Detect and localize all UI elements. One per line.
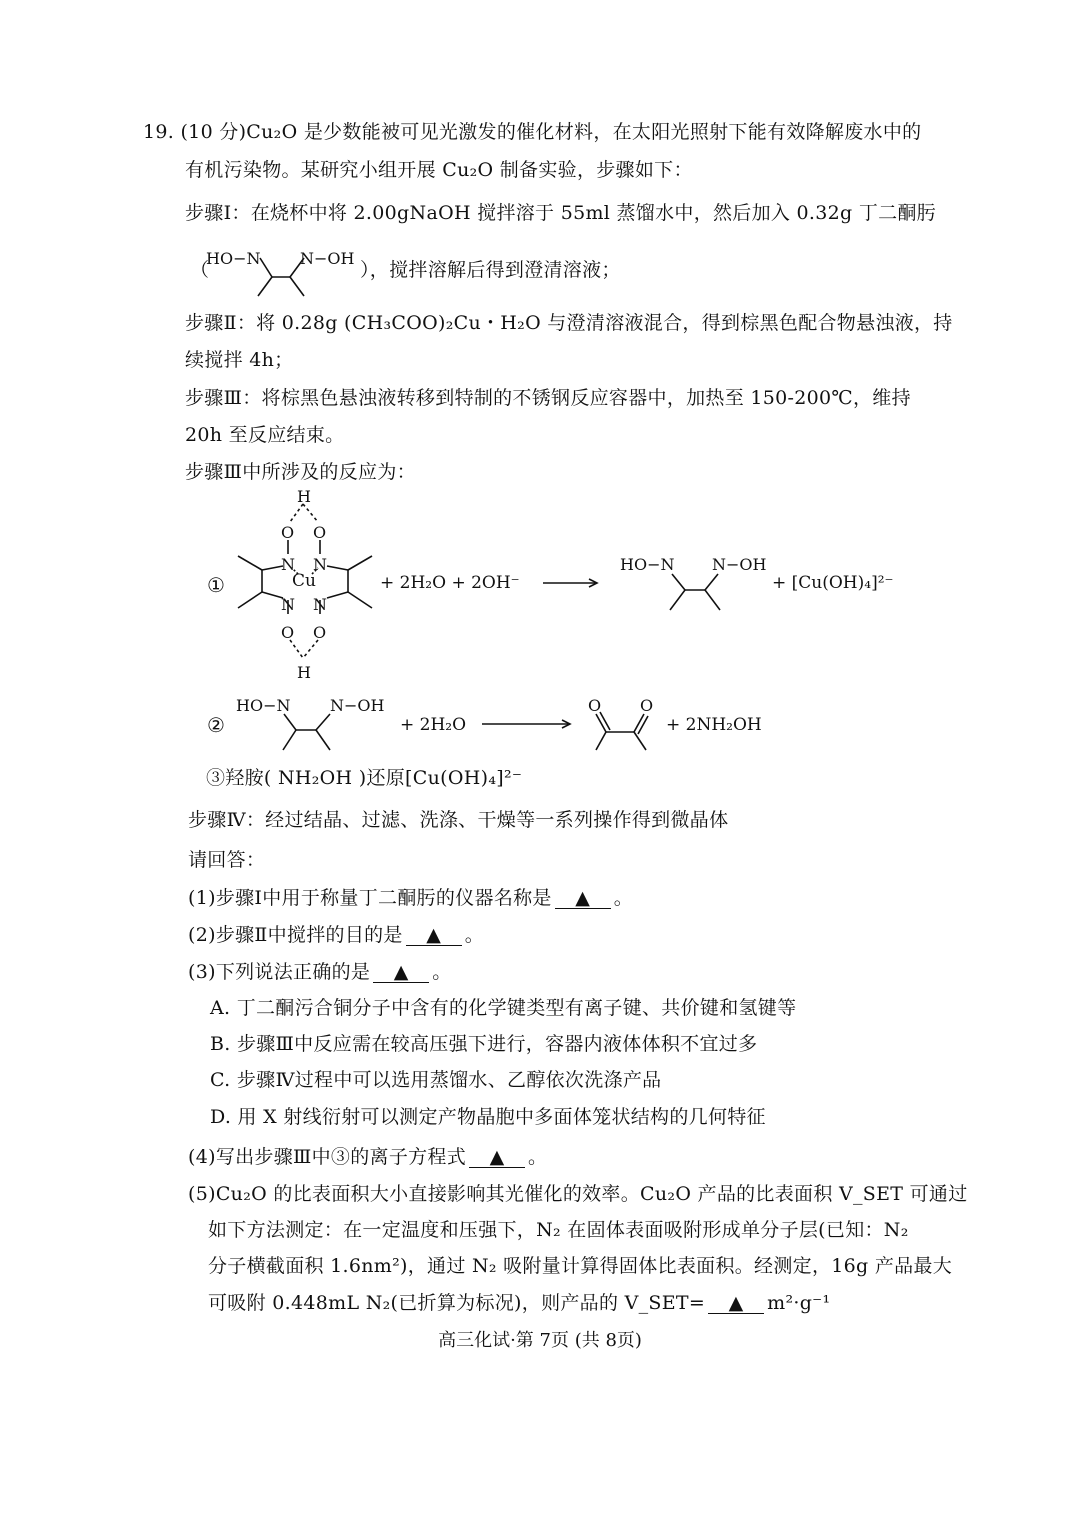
dione-co-right [634, 714, 644, 732]
q2-text: (2)步骤Ⅱ中搅拌的目的是 [188, 924, 403, 946]
reaction1-number: ① [207, 573, 225, 597]
q5-line3: 分子横截面积 1.6nm²)，通过 N₂ 吸附量计算得固体比表面积。经测定，16g 产品最大 [208, 1255, 953, 1277]
dmg3-label-left: HO−N [236, 696, 291, 715]
hbond-bottom-right [303, 640, 318, 658]
hbond-top-left [290, 504, 303, 522]
reaction1-product2: + [Cu(OH)₄]²⁻ [772, 573, 894, 593]
atom-o-br: O [313, 623, 327, 642]
q1-text: (1)步骤Ⅰ中用于称量丁二酮肟的仪器名称是 [188, 887, 552, 909]
ring-left-top [262, 566, 283, 570]
atom-n-br: N [313, 595, 327, 614]
dmg3-methyl-right [316, 730, 330, 750]
dmg3-methyl-left [283, 730, 296, 750]
reaction2-number: ② [207, 713, 225, 737]
blank-triangle: ▲ [393, 961, 409, 983]
dmg3-bond-a [284, 714, 296, 730]
dione-co-left [596, 714, 606, 732]
q2-end: 。 [464, 924, 485, 946]
reaction2-product2: + 2NH₂OH [666, 715, 762, 735]
q5-text: 可吸附 0.448mL N₂(已折算为标况)，则产品的 V_SET= [208, 1292, 706, 1314]
question-intro-line2: 有机污染物。某研究小组开展 Cu₂O 制备实验，步骤如下： [185, 159, 693, 181]
q5-unit: m²·g⁻¹ [767, 1292, 831, 1314]
q1-line [188, 886, 633, 910]
reaction1-reagents: + 2H₂O + 2OH⁻ [380, 573, 520, 593]
dmg1-label-left: HO−N [206, 249, 261, 268]
dmg3-label-right: N−OH [330, 696, 385, 715]
dmg2-methyl-right [705, 590, 720, 610]
dmg2-label-left: HO−N [620, 555, 675, 574]
dione-methyl-right [634, 732, 646, 750]
blank-triangle: ▲ [426, 924, 442, 946]
atom-o-tr: O [313, 523, 327, 542]
dione-o-left: O [588, 696, 602, 715]
atom-n-tr: N [313, 555, 327, 574]
option-b: B. 步骤Ⅲ中反应需在较高压强下进行，容器内液体体积不宜过多 [210, 1033, 758, 1055]
dione-co-right-double [638, 716, 648, 734]
step4-line: 步骤Ⅳ：经过结晶、过滤、洗涤、干燥等一系列操作得到微晶体 [188, 809, 729, 831]
atom-cu: Cu [292, 571, 316, 591]
q3-line [188, 960, 452, 984]
dmg2-methyl-left [670, 590, 685, 610]
q5-line4 [208, 1291, 830, 1315]
ring-left-bottom [262, 592, 283, 598]
q3-end: 。 [432, 961, 452, 983]
dmg2-bond-a [672, 574, 685, 590]
atom-o-bl: O [281, 623, 295, 642]
q5-line2: 如下方法测定：在一定温度和压强下，N₂ 在固体表面吸附形成单分子层(已知：N₂ [208, 1219, 909, 1241]
hbond-bottom-left [290, 640, 303, 658]
q4-text: (4)写出步骤Ⅲ中③的离子方程式 [188, 1146, 467, 1168]
q4-line [188, 1145, 547, 1169]
step3-line2: 20h 至反应结束。 [185, 424, 345, 446]
reaction2-reagents: + 2H₂O [400, 715, 467, 735]
option-c: C. 步骤Ⅳ过程中可以选用蒸馏水、乙醇依次洗涤产品 [210, 1069, 662, 1091]
dmg1-label-right: N−OH [300, 249, 355, 268]
dione-o-right: O [640, 696, 654, 715]
page-footer: 高三化试·第 7页 (共 8页) [438, 1330, 642, 1351]
q3-text: (3)下列说法正确的是 [188, 961, 371, 983]
q4-answer-blank[interactable] [469, 1147, 525, 1168]
q4-end: 。 [528, 1146, 548, 1168]
ring-right-bottom [327, 592, 348, 598]
dione-co-left-double [600, 712, 610, 730]
dmg1-methyl-left [258, 277, 272, 296]
atom-n-tl: N [281, 555, 295, 574]
q5-answer-blank[interactable] [708, 1293, 764, 1314]
blank-triangle: ▲ [728, 1292, 744, 1314]
dione-methyl-left [596, 732, 606, 750]
question-number: 19. [143, 121, 175, 143]
option-d: D. 用 X 射线衍射可以测定产物晶胞中多面体笼状结构的几何特征 [210, 1106, 766, 1128]
ring-right-top [327, 566, 348, 570]
atom-h-top: H [297, 487, 311, 506]
methyl-right-top [348, 556, 372, 570]
intro-text: (10 分)Cu₂O 是少数能被可见光激发的催化材料，在太阳光照射下能有效降解废水中的 [180, 121, 922, 143]
step1-line2: ），搅拌溶解后得到澄清溶液； [360, 259, 621, 281]
q2-answer-blank[interactable] [406, 925, 462, 946]
step2-line2: 续搅拌 4h； [185, 349, 294, 371]
step2-line1: 步骤Ⅱ：将 0.28g (CH₃COO)₂Cu・H₂O 与澄清溶液混合，得到棕黑色配合物悬浊液，持 [185, 312, 953, 334]
dmg2-bond-c [705, 574, 718, 590]
atom-h-bottom: H [297, 663, 311, 682]
dmg1-methyl-right [290, 277, 304, 296]
dmg2-label-right: N−OH [712, 555, 767, 574]
q2-line [188, 923, 484, 947]
step3-reactions-intro: 步骤Ⅲ中所涉及的反应为： [185, 461, 416, 483]
atom-o-tl: O [281, 523, 295, 542]
option-a: A. 丁二酮污合铜分子中含有的化学键类型有离子键、共价键和氢键等 [210, 997, 797, 1019]
methyl-left-top [238, 556, 262, 570]
q1-answer-blank[interactable] [555, 888, 611, 909]
dmg1-bond-a [260, 258, 272, 277]
q3-answer-blank[interactable] [373, 962, 429, 983]
step1-open-paren: （ [190, 259, 210, 281]
blank-triangle: ▲ [575, 887, 591, 909]
step1-line1: 步骤Ⅰ：在烧杯中将 2.00gNaOH 搅拌溶于 55ml 蒸馏水中，然后加入 0.32g 丁二酮肟 [185, 202, 937, 224]
reaction3-text: ③羟胺( NH₂OH )还原[Cu(OH)₄]²⁻ [206, 767, 523, 789]
dmg3-bond-c [316, 714, 330, 730]
answer-prompt: 请回答： [188, 849, 266, 871]
hbond-top-right [303, 504, 318, 522]
atom-n-bl: N [281, 595, 295, 614]
methyl-left-bottom [238, 592, 262, 608]
methyl-right-bottom [348, 592, 372, 608]
q5-line1: (5)Cu₂O 的比表面积大小直接影响其光催化的效率。Cu₂O 产品的比表面积 V_SET 可通过 [188, 1183, 968, 1205]
blank-triangle: ▲ [489, 1146, 505, 1168]
q1-end: 。 [613, 887, 634, 909]
step3-line1: 步骤Ⅲ：将棕黑色悬浊液转移到特制的不锈钢反应容器中，加热至 150-200℃，维持 [185, 387, 911, 409]
